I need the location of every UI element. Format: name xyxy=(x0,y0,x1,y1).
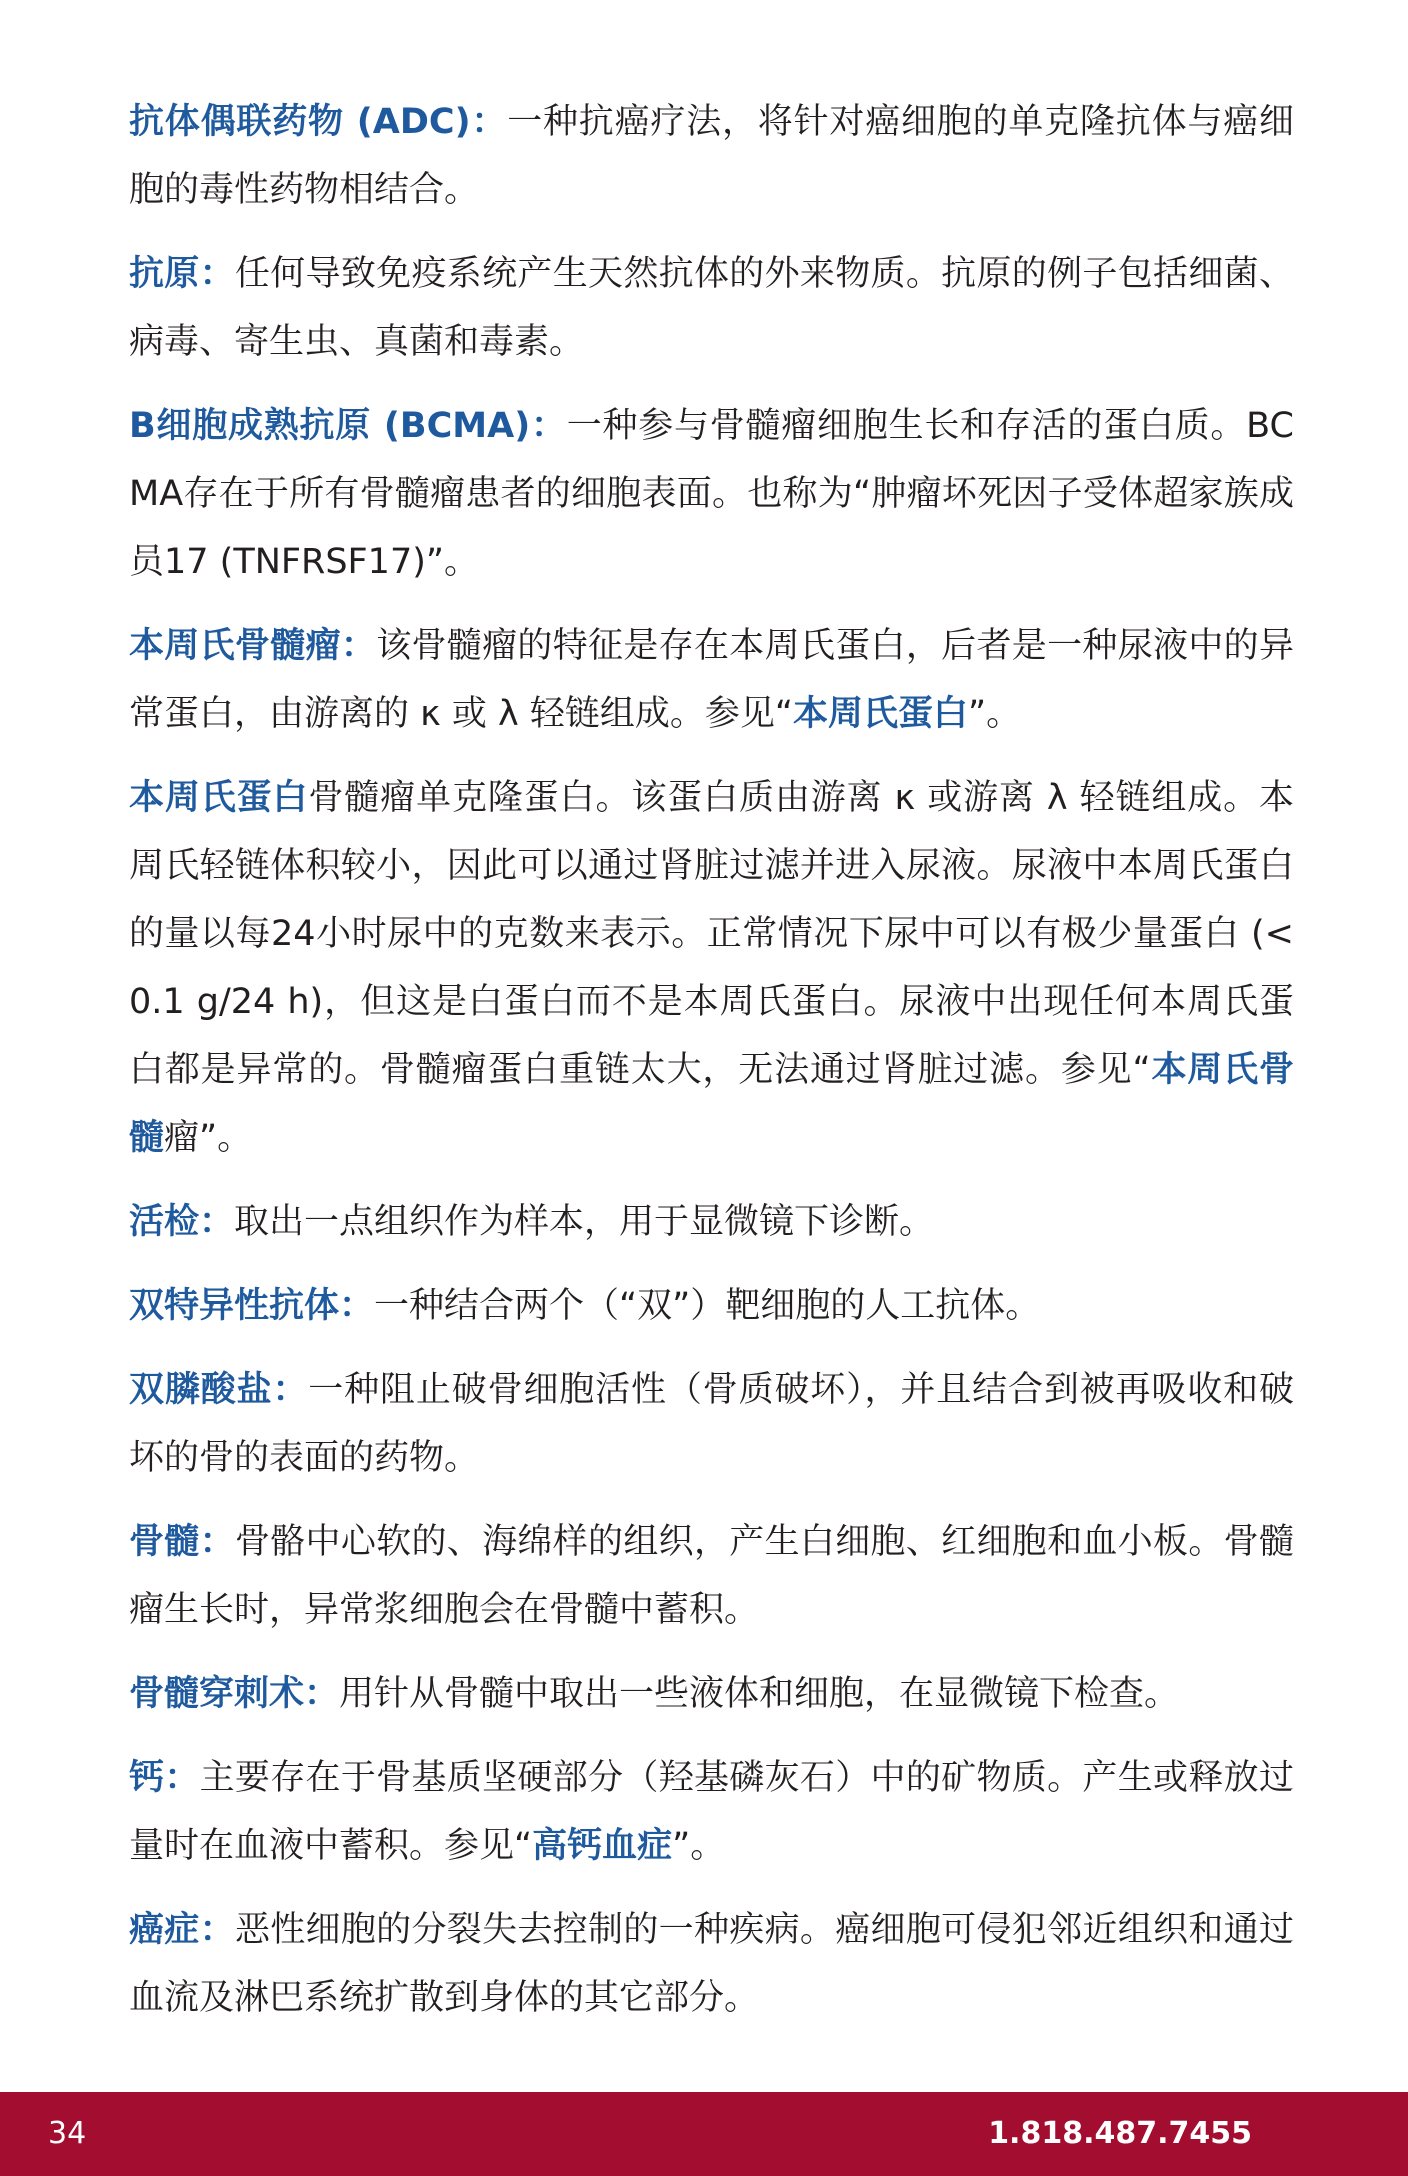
term-separator: ： xyxy=(470,102,508,142)
glossary-term: 本周氏骨髓瘤 xyxy=(129,626,341,666)
term-separator: ： xyxy=(199,1910,235,1950)
cross-reference-link[interactable]: 高钙血症 xyxy=(532,1826,673,1866)
glossary-entry xyxy=(129,612,1294,748)
glossary-definition: 一种参与骨髓瘤细胞生长和存活的蛋白质。BCMA存在于所有骨髓瘤患者的细胞表面。也称为“肿瘤坏死因子受体超家族成员17 (TNFRSF17)”。 xyxy=(129,406,1295,582)
glossary-entry xyxy=(129,1744,1294,1880)
glossary-term: 抗体偶联药物 (ADC) xyxy=(129,102,471,142)
glossary-term: 活检 xyxy=(129,1202,200,1242)
term-separator: ： xyxy=(272,1370,309,1410)
glossary-entry xyxy=(129,1508,1294,1644)
glossary-term: 骨髓 xyxy=(129,1522,200,1562)
glossary-definition: 一种抗癌疗法，将针对癌细胞的单克隆抗体与癌细胞的毒性药物相结合。 xyxy=(129,102,1294,210)
glossary-term: 抗原 xyxy=(129,254,200,294)
glossary-term: 本周氏蛋白 xyxy=(129,778,309,818)
glossary-term: 双膦酸盐 xyxy=(129,1370,273,1410)
definition-end: ”。 xyxy=(672,1826,726,1866)
glossary-definition: 恶性细胞的分裂失去控制的一种疾病。癌细胞可侵犯邻近组织和通过血流及淋巴系统扩散到身体的其它部分。 xyxy=(129,1910,1294,2018)
term-separator: ： xyxy=(339,1286,375,1326)
glossary-term: 癌症 xyxy=(129,1910,200,1950)
definition-end: ”。 xyxy=(968,694,1022,734)
glossary-definition: 主要存在于骨基质坚硬部分（羟基磷灰石）中的矿物质。产生或释放过量时在血液中蓄积。参见“ xyxy=(129,1758,1294,1866)
glossary-entry xyxy=(129,1660,1294,1728)
phone-number[interactable]: 1.818.487.7455 xyxy=(988,2116,1252,2151)
glossary-entry xyxy=(129,1896,1294,2032)
term-separator: ： xyxy=(530,406,567,446)
term-separator: ： xyxy=(340,626,377,666)
glossary-term: B细胞成熟抗原 (BCMA) xyxy=(129,406,531,446)
glossary-entry xyxy=(129,392,1294,596)
glossary-term: 骨髓穿刺术 xyxy=(129,1674,305,1714)
glossary-entry xyxy=(129,764,1294,1172)
glossary-entry xyxy=(129,1188,1294,1256)
cross-reference-link[interactable]: 本周氏骨髓 xyxy=(129,1050,1294,1158)
term-separator: ： xyxy=(164,1758,200,1798)
cross-reference-link[interactable]: 本周氏蛋白 xyxy=(792,694,968,734)
term-separator: ： xyxy=(199,254,235,294)
definition-end: 瘤”。 xyxy=(164,1118,253,1158)
glossary-term: 双特异性抗体 xyxy=(129,1286,340,1326)
footer-bar xyxy=(0,2092,1408,2176)
glossary-entry xyxy=(129,88,1294,224)
glossary-entry xyxy=(129,1356,1294,1492)
term-separator: ： xyxy=(304,1674,340,1714)
glossary-definition: 骨髓瘤单克隆蛋白。该蛋白质由游离 κ 或游离 λ 轻链组成。本周氏轻链体积较小，因此可以通过肾脏过滤并进入尿液。尿液中本周氏蛋白的量以每24小时尿中的克数来表示。正常情况下尿中可以有极少量蛋白 (<0.1 g/24 h)，但这是白蛋白而不是本周氏蛋白。尿液中出现任何本周氏蛋白都是异常的。骨髓瘤蛋白重链太大，无法通过肾脏过滤。参见“ xyxy=(129,778,1294,1090)
glossary-entry xyxy=(129,240,1294,376)
page-number: 34 xyxy=(48,2116,87,2151)
glossary-definition: 该骨髓瘤的特征是存在本周氏蛋白，后者是一种尿液中的异常蛋白，由游离的 κ 或 λ 轻链组成。参见“ xyxy=(129,626,1294,734)
glossary-definition: 骨骼中心软的、海绵样的组织，产生白细胞、红细胞和血小板。骨髓瘤生长时，异常浆细胞会在骨髓中蓄积。 xyxy=(129,1522,1294,1630)
term-separator: ： xyxy=(199,1522,235,1562)
glossary-definition: 用针从骨髓中取出一些液体和细胞，在显微镜下检查。 xyxy=(339,1674,1180,1714)
glossary-definition: 一种阻止破骨细胞活性（骨质破坏），并且结合到被再吸收和破坏的骨的表面的药物。 xyxy=(129,1370,1294,1478)
glossary-term: 钙 xyxy=(129,1758,165,1798)
glossary-definition: 一种结合两个（“双”）靶细胞的人工抗体。 xyxy=(374,1286,1041,1326)
glossary-definition: 任何导致免疫系统产生天然抗体的外来物质。抗原的例子包括细菌、病毒、寄生虫、真菌和毒素。 xyxy=(129,254,1294,362)
glossary-entry xyxy=(129,1272,1294,1340)
glossary-list xyxy=(129,88,1294,2048)
glossary-definition: 取出一点组织作为样本，用于显微镜下诊断。 xyxy=(234,1202,935,1242)
term-separator: ： xyxy=(199,1202,235,1242)
